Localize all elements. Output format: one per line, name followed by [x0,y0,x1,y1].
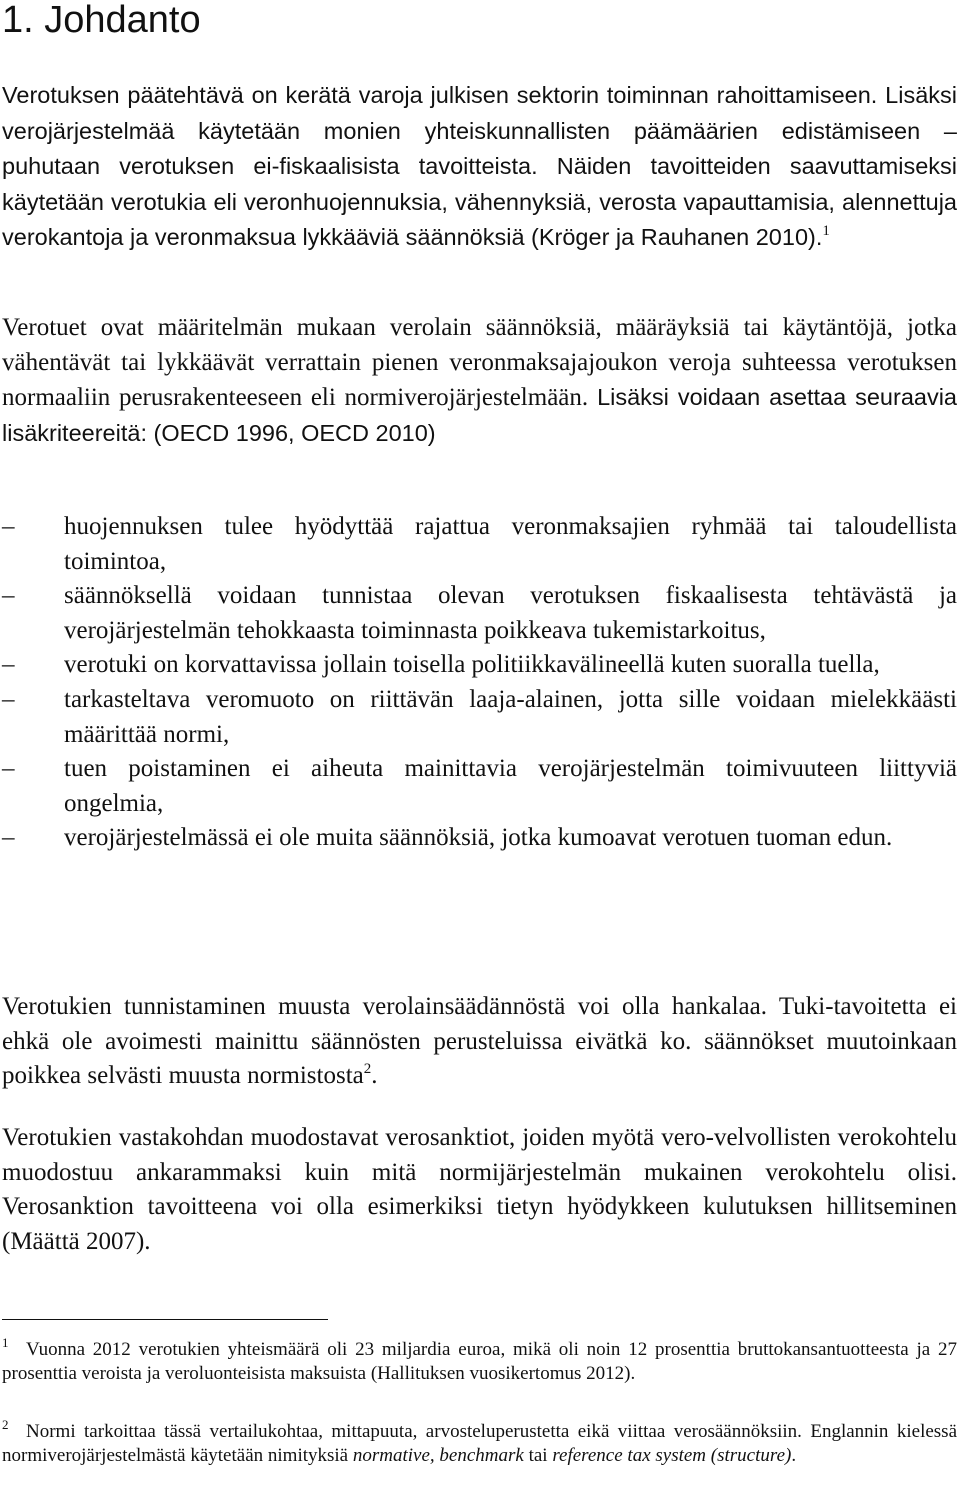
footnote-2-text-a: Normi tarkoittaa tässä vertailukohtaa, mittapuuta, arvosteluperustetta eikä viittaa verosäännöksiin. Englannin kielessä normiverojärjestelmästä käytetään nimityksiä [2,1421,957,1466]
list-item [2,683,957,752]
footnote-ref-2[interactable]: 2 [363,1061,372,1078]
list-item [2,579,957,648]
list-item [2,510,957,579]
footnote-ref-1[interactable]: 1 [822,223,830,240]
dash-bullet: – [2,685,15,713]
footnote-2-term-b: reference tax system (structure) [552,1444,792,1466]
section-heading: 1. Johdanto [2,0,201,41]
paragraph-sanctions: Verotukien vastakohdan muodostavat verosanktiot, joiden myötä vero-velvollisten verokohtelu muodostuu ankarammaksi kuin mitä normijärjestelmän mukainen verokohtelu olisi. Verosanktion tavoitteena voi olla esimerkiksi tietyn hyödykkeen kulutuksen hillitseminen (Määttä 2007). [2,1124,957,1255]
paragraph-identification-text: Verotukien tunnistaminen muusta verolainsäädännöstä voi olla hankalaa. Tuki-tavoitetta ei ehkä ole avoimesti mainittu säännösten perusteluissa eivätkä ko. säännökset muutoinkaan poikkea selvästi muusta normistosta [2,993,957,1090]
list-item-text: verotuki on korvattavissa jollain toisella politiikkavälineellä kuten suoralla tuella, [64,651,880,679]
list-item [2,821,957,856]
dash-bullet: – [2,582,15,610]
footnote-2-text-c: . [791,1444,797,1466]
criteria-list [2,510,957,856]
footnote-2: $^2$ Normi tarkoittaa tässä vertailukohtaa, mittapuuta, arvosteluperustetta eikä viittaa verosäännöksiin. Englannin kielessä normiverojärjestelmästä käytetään nimityksiä normative, benchmark tai reference tax system (structure). [2,1417,957,1466]
paragraph-definition [2,311,957,451]
dash-bullet: – [2,513,15,540]
list-item-text: huojennuksen tulee hyödyttää rajattua veronmaksajien ryhmää tai taloudellista toimintoa, [64,513,957,575]
list-item [2,648,957,683]
list-item-text: verojärjestelmässä ei ole muita säännöksiä, jotka kumoavat verotuen tuoman edun. [64,824,893,852]
list-item-text: tuen poistaminen ei aiheuta mainittavia verojärjestelmän toimivuuteen liittyviä ongelmia, [64,755,957,817]
footnote-2-text-b: tai [523,1444,553,1466]
paragraph-definition-text: Verotuet ovat määritelmän mukaan verolain säännöksiä, määräyksiä tai käytäntöjä, jotka vähentävät tai lykkäävät verrattain pienen veronmaksajajoukon veroja suhteessa verotuksen normaaliin perusrakenteeseen eli normiverojärjestelmään. [2,314,957,412]
footnote-1: $^1$ Vuonna 2012 verotukien yhteismäärä oli 23 miljardia euroa, mikä oli noin 12 prosenttia bruttokansantuotteesta ja 27 prosenttia veroista ja veroluonteisista maksuista (Hallituksen vuosikertomus 2012). [2,1335,957,1384]
footnote-2-term-a: normative, benchmark [352,1444,524,1466]
footnote-separator [2,1319,328,1320]
list-item-text: säännöksellä voidaan tunnistaa olevan verotuksen fiskaalisesta tehtävästä ja verojärjestelmän tehokkaasta toiminnasta poikkeava tukemistarkoitus, [64,582,957,644]
paragraph-intro [2,78,957,256]
paragraph-intro-text: Verotuksen päätehtävä on kerätä varoja julkisen sektorin toiminnan rahoittamiseen. Lisäksi verojärjestelmää käytetään monien yhteiskunnallisten päämäärien edistämiseen – puhutaan verotuksen ei-fiskaalisista tavoitteista. Näiden tavoitteiden saavuttamiseksi käytetään verotukia eli veronhuojennuksia, vähennyksiä, verosta vapauttamisia, alennettuja verokantoja ja veronmaksua lykkääviä säännöksiä (Kröger ja Rauhanen 2010). [2,82,957,251]
dash-bullet: – [2,824,15,852]
paragraph-identification [2,990,957,1094]
footnote-1-text: Vuonna 2012 verotukien yhteismäärä oli 23 miljardia euroa, mikä oli noin 12 prosenttia bruttokansantuotteesta ja 27 prosenttia veroista ja veroluonteisista maksuista (Hallituksen vuosikertomus 2012). [2,1339,957,1384]
dash-bullet: – [2,755,15,783]
paragraph-identification-end: . [371,1062,378,1090]
dash-bullet: – [2,651,15,679]
list-item-text: tarkasteltava veromuoto on riittävän laaja-alainen, jotta sille voidaan mielekkäästi määrittää normi, [64,685,957,748]
paragraph-definition-criteria: Lisäksi voidaan asettaa seuraavia lisäkriteereitä: (OECD 1996, OECD 2010) [2,384,958,446]
list-item [2,752,957,821]
